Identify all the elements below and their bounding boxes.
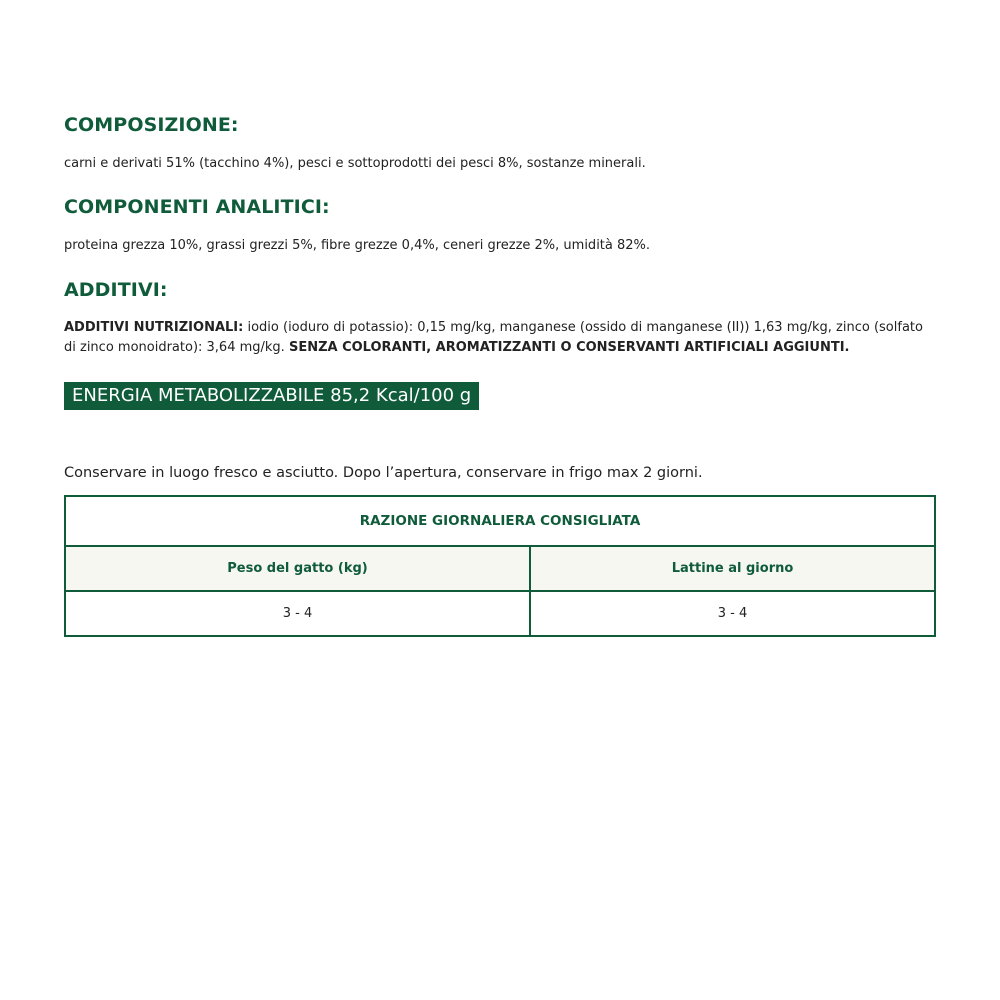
cat-weight-header: Peso del gatto (kg) [66,547,531,590]
metabolizable-energy-badge: ENERGIA METABOLIZZABILE 85,2 Kcal/100 g [64,382,479,410]
composition-heading: COMPOSIZIONE: [64,114,239,136]
nutritional-additives-label: ADDITIVI NUTRIZIONALI: [64,320,244,335]
cans-per-day-header: Lattine al giorno [671,561,794,576]
composition-text: carni e derivati 51% (tacchino 4%), pesci e sottoprodotti dei pesci 8%, sostanze minerali. [64,156,646,171]
cat-weight-value: 3 - 4 [66,592,531,635]
table-row [66,592,934,635]
daily-ration-title: RAZIONE GIORNALIERA CONSIGLIATA [66,497,934,547]
cans-per-day-value: 3 - 4 [717,606,748,621]
additives-heading: ADDITIVI: [64,279,168,301]
table-header-row [66,547,934,592]
nutritional-additives-list: iodio (ioduro di potassio): 0,15 mg/kg, manganese (ossido di manganese (II)) 1,63 mg/kg, zinco (solfato di zinco monoidrato): 3,64 mg/kg. [64,320,923,355]
analytical-components-text: proteina grezza 10%, grassi grezzi 5%, fibre grezze 0,4%, ceneri grezze 2%, umidità 82%. [64,238,651,253]
additives-text [64,318,936,358]
storage-instructions: Conservare in luogo fresco e asciutto. Dopo l’apertura, conservare in frigo max 2 giorni. [64,464,703,481]
no-artificial-additives-notice: SENZA COLORANTI, AROMATIZZANTI O CONSERVANTI ARTIFICIALI AGGIUNTI. [288,340,850,355]
analytical-components-heading: COMPONENTI ANALITICI: [64,196,330,218]
daily-ration-table [64,495,936,637]
